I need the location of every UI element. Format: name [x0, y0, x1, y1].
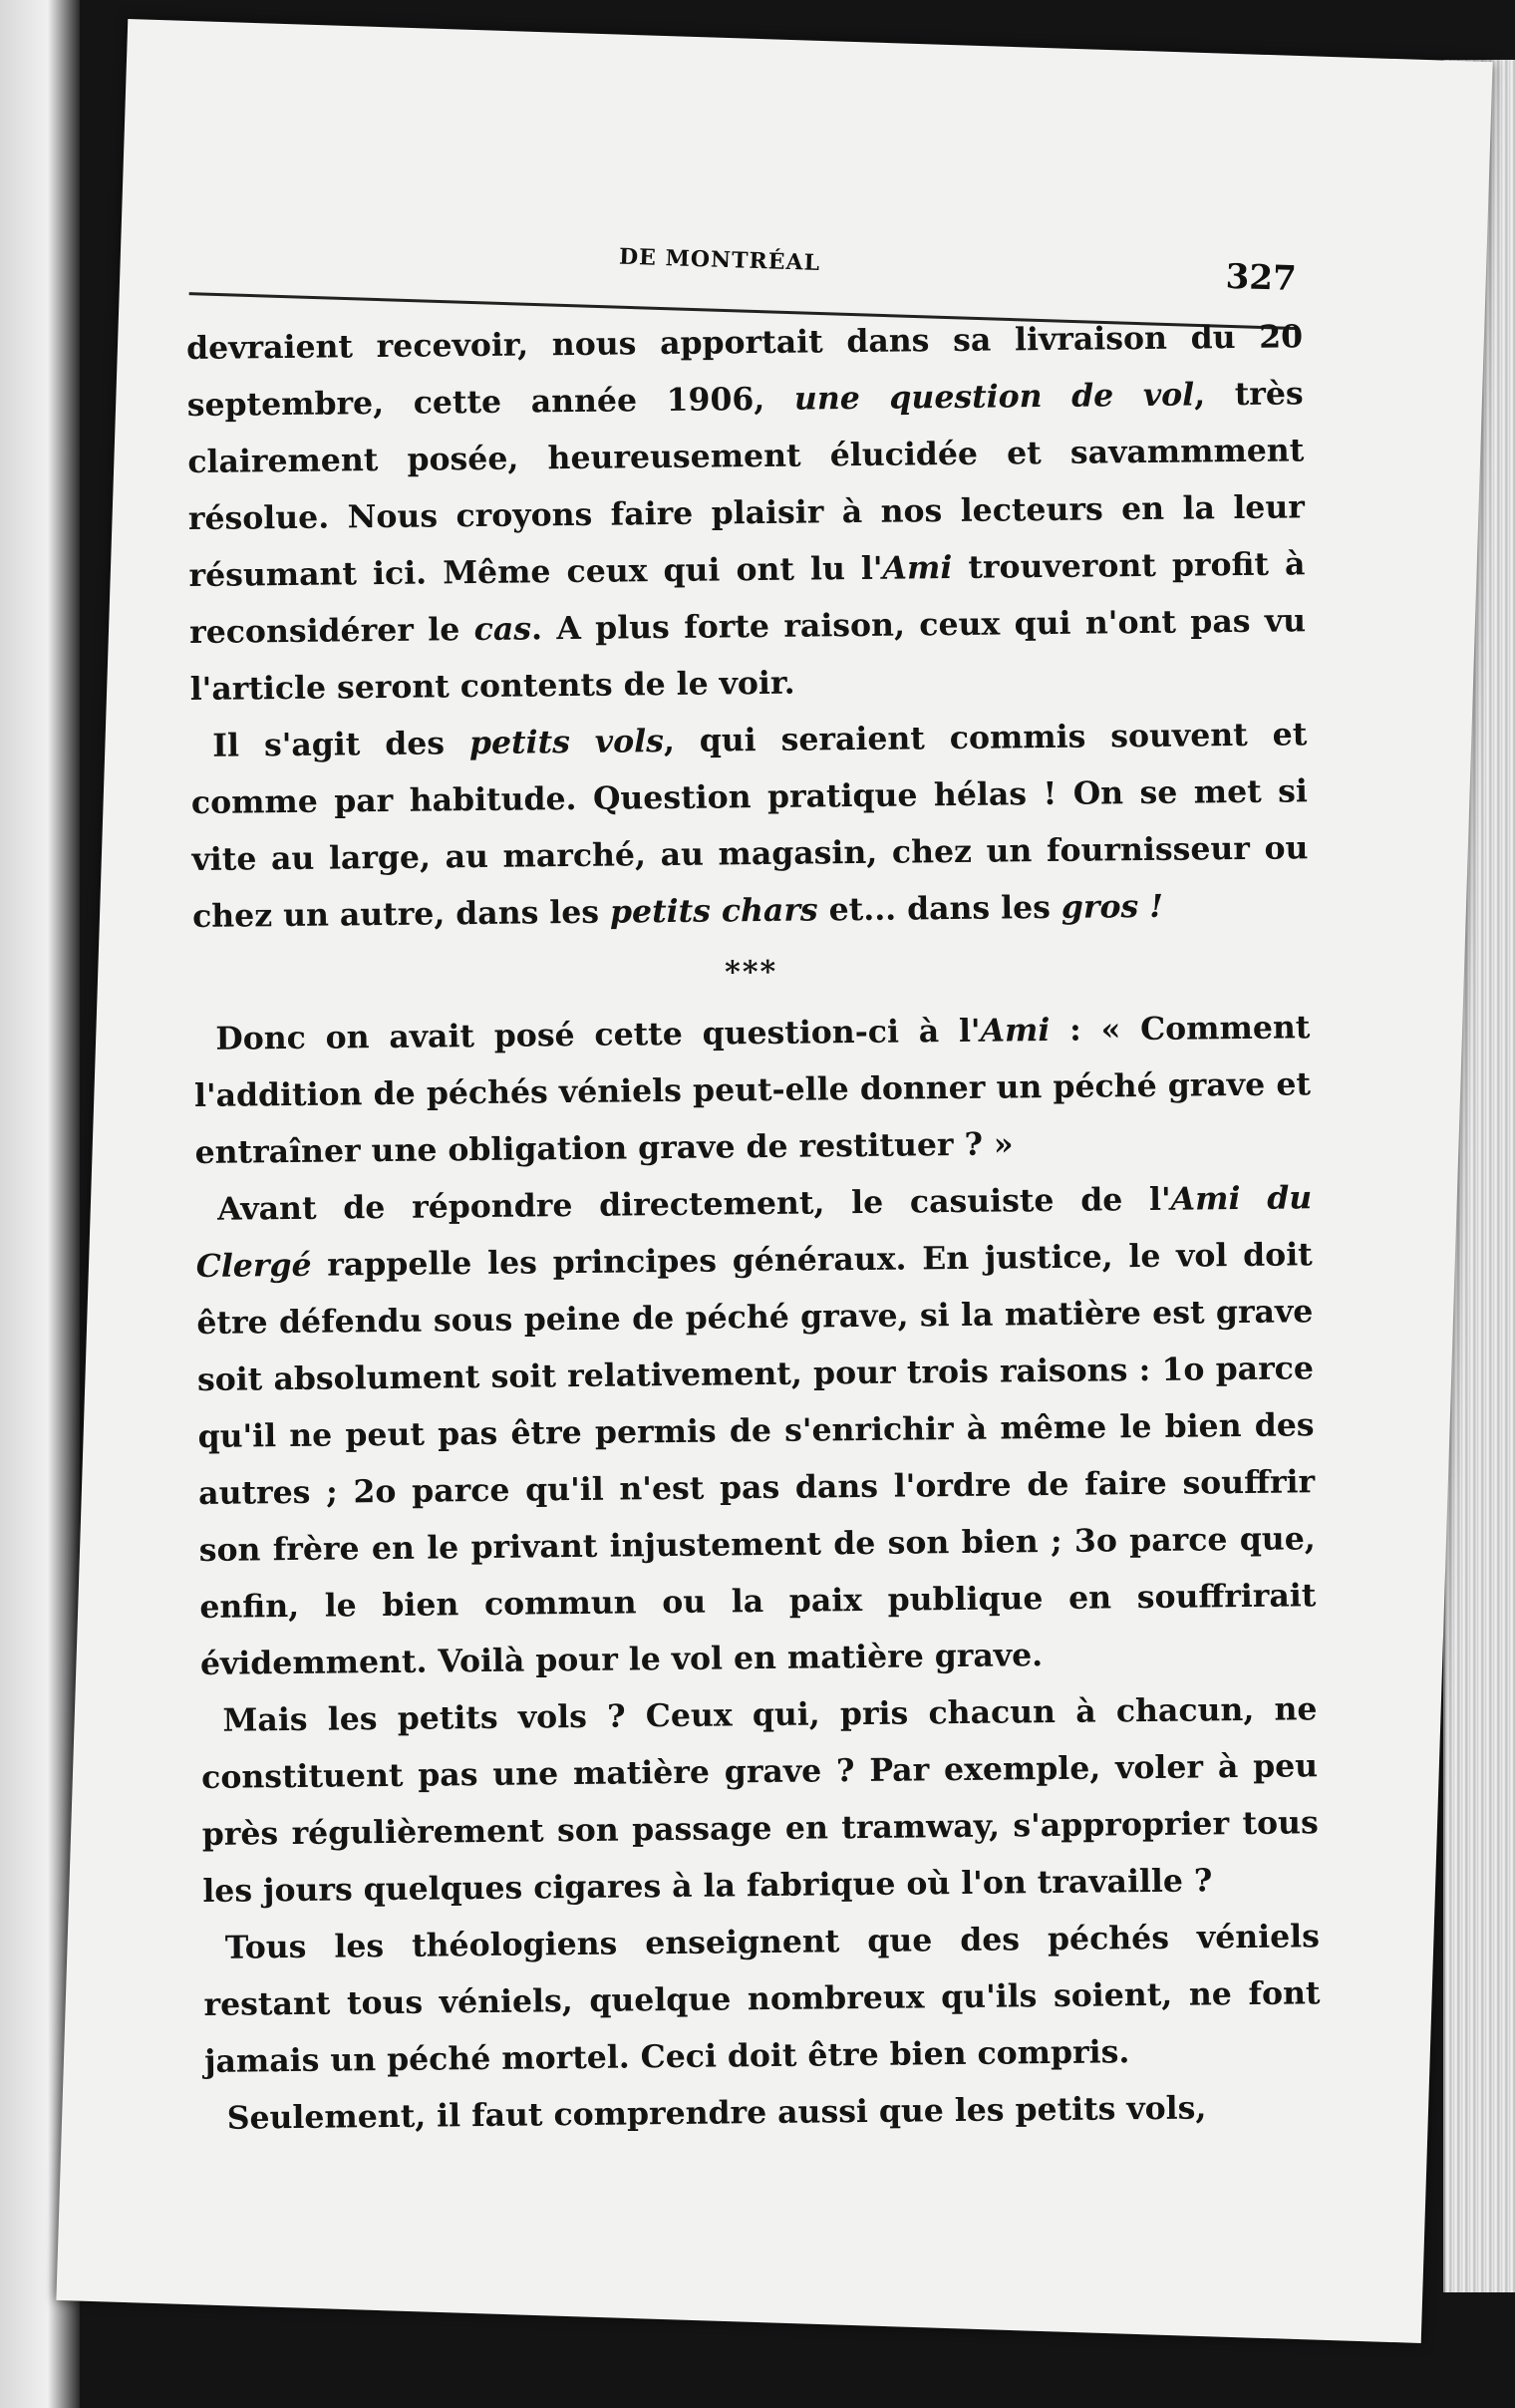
page-header: [189, 220, 1297, 315]
paragraph-5: [200, 1680, 1319, 1920]
italic-run: Ami: [882, 549, 953, 587]
text-run: Il s'agit des: [212, 725, 470, 764]
running-head: DE MONTRÉAL: [618, 243, 821, 276]
section-break: ***: [725, 954, 778, 991]
italic-run: petits chars: [609, 891, 818, 931]
paragraph-2: [190, 706, 1309, 945]
paragraph-3: [193, 999, 1312, 1181]
page-number: 327: [1225, 256, 1298, 299]
paragraph-6: [203, 1908, 1322, 2090]
text-run: Donc on avait posé cette question-ci à l': [215, 1012, 981, 1057]
italic-run: cas: [473, 610, 532, 649]
text-run: , qui seraient commis souvent et comme par habitude. Question pratique hélas ! On se met si vite au large, au marché, au magasin, chez un fournisseur ou chez un autre, dans les: [190, 716, 1309, 936]
text-run: . A plus forte raison, ceux qui n'ont pas vu l'article seront contents de le voir.: [189, 602, 1307, 709]
paragraph-1: [186, 308, 1307, 718]
body-text: [186, 308, 1322, 2147]
text-run: trouveront profit à reconsidérer le: [188, 545, 1306, 652]
book-page: [56, 19, 1492, 2343]
italic-run: gros !: [1060, 887, 1164, 926]
paragraph-4: [195, 1169, 1317, 1692]
text-run: Mais les petits vols ? Ceux qui, pris chacun à chacun, ne constituent pas une matière grave ? Par exemple, voler à peu près régulièrement son passage en tramway, s'approprier tous les jours quelques cigares à la fabrique où l'on travaille ?: [200, 1690, 1319, 1910]
text-run: : « Comment l'addition de péchés véniels peut-elle donner un péché grave et entraîner une obligation grave de restituer ? »: [193, 1009, 1312, 1171]
italic-run: petits vols: [468, 723, 665, 762]
text-run: et... dans les: [817, 888, 1062, 929]
italic-run: Ami: [980, 1012, 1051, 1050]
text-run: , très clairement posée, heureusement élucidée et savammment résolue. Nous croyons faire plaisir à nos lecteurs en la leur résumant ici. Même ceux qui ont lu l': [187, 375, 1306, 595]
paragraph-7: [204, 2078, 1322, 2147]
text-run: Seulement, il faut comprendre aussi que les petits vols,: [226, 2089, 1207, 2137]
text-run: rappelle les principes généraux. En justice, le vol doit être défendu sous peine de péché grave, si la matière est grave soit absolument soit relativement, pour trois raisons : 1o parce qu'il ne peut pas être permis de s'enrichir à même le bien des autres ; 2o parce qu'il n'est pas dans l'ordre de faire souffrir son frère en le privant injustement de son bien ; 3o parce que, enfin, le bien commun ou la paix publique en souffrirait évidemment. Voilà pour le vol en matière grave.: [196, 1236, 1317, 1682]
text-run: Avant de répondre directement, le casuiste de l': [216, 1180, 1171, 1228]
text-run: devraient recevoir, nous apportait dans sa livraison du 20 septembre, cette année 1906,: [185, 318, 1304, 425]
italic-run: Ami du Clergé: [195, 1179, 1313, 1285]
italic-run: une question de vol: [793, 376, 1195, 418]
text-run: Tous les théologiens enseignent que des péchés véniels restant tous véniels, quelque nombreux qu'ils soient, ne font jamais un péché mortel. Ceci doit être bien compris.: [203, 1918, 1321, 2080]
